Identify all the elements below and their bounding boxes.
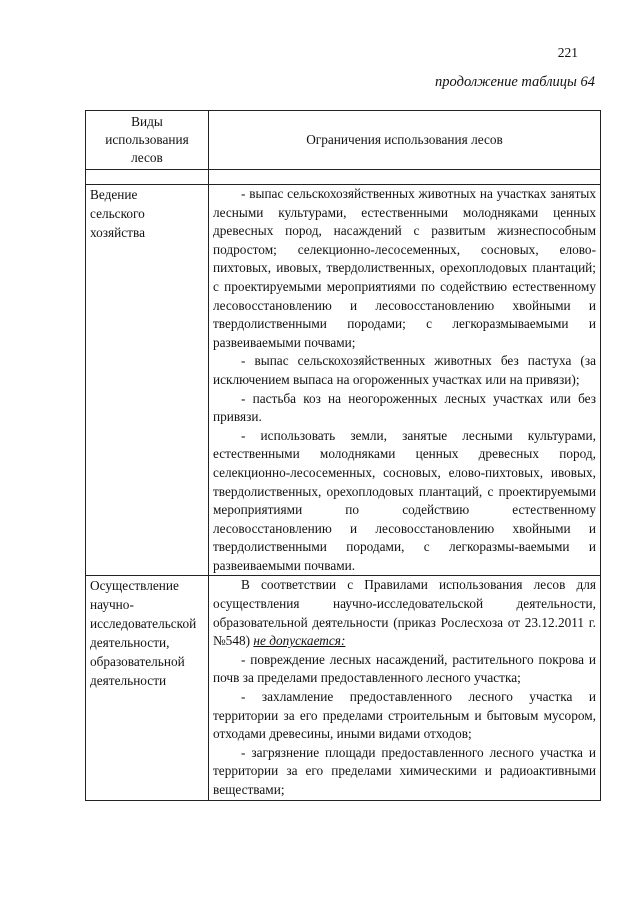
row-name-research-education: Осуществление научно- исследовательской деятельности, образовательной деятельности bbox=[86, 576, 209, 800]
restriction-paragraph: - захламление предоставленного лесного участка и территории за его пределами строительным и бытовым мусором, отходами древесины, иными видами отходов; bbox=[213, 689, 596, 742]
header-restrictions: Ограничения использования лесов bbox=[209, 111, 601, 170]
table-header-row bbox=[86, 111, 601, 170]
row-restrictions-agriculture bbox=[209, 185, 601, 576]
page-number: 221 bbox=[557, 45, 578, 60]
row-restrictions-research-education bbox=[209, 576, 601, 800]
restriction-paragraph: - повреждение лесных насаждений, растительного покрова и почв за пределами предоставленного лесного участка; bbox=[213, 651, 596, 686]
restriction-paragraph: - выпас сельскохозяйственных животных на участках занятых лесными культурами, естественными молодняками ценных древесных пород, насаждений с развитым жизнеспособным подростом; селекционно-лесосеменных, сосновых, елово-пихтовых, ивовых, твердолиственных, орехоплодовых плантаций; с проектируемыми мероприятиями по содействию естественному лесовосстановлению и лесовосстановлению хвойными и твердолиственными породами; с легкоразмываемыми и развеиваемыми почвами; bbox=[213, 186, 596, 350]
forest-use-restrictions-table bbox=[85, 110, 601, 801]
restriction-paragraph: - пастьба коз на неогороженных лесных участках или без привязи. bbox=[213, 390, 596, 425]
table-continuation-caption: продолжение таблицы 64 bbox=[435, 74, 595, 90]
table-row bbox=[86, 576, 601, 800]
restriction-paragraph: - загрязнение площади предоставленного лесного участка и территории за его пределами химическими и радиоактивными веществами; bbox=[213, 744, 596, 797]
not-allowed-emphasis: не допускается: bbox=[253, 633, 346, 649]
header-use-type: Виды использования лесов bbox=[86, 111, 209, 170]
table-row bbox=[86, 185, 601, 576]
row-name-agriculture: Ведение сельского хозяйства bbox=[86, 185, 209, 576]
restriction-intro: В соответствии с Правилами использования лесов для осуществления научно-исследовательской деятельности, образовательной деятельности (приказ Рослесхоза от 23.12.2011 г. №548) не допускается: bbox=[213, 577, 596, 649]
restriction-paragraph: - использовать земли, занятые лесными культурами, естественными молодняками ценных древесных пород, селекционно-лесосеменных, сосновых, елово-пихтовых, ивовых, твердолиственных, орехоплодовых плантаций, с проектируемыми мероприятиями по содействию естественному лесовосстановлению и лесовосстановлению хвойными и твердолиственными породами, с легкоразмы-ваемыми и развеиваемыми почвами. bbox=[213, 427, 596, 573]
table-spacer-row bbox=[86, 170, 601, 185]
restriction-paragraph: - выпас сельскохозяйственных животных без пастуха (за исключением выпаса на огороженных участках или на привязи); bbox=[213, 353, 596, 387]
